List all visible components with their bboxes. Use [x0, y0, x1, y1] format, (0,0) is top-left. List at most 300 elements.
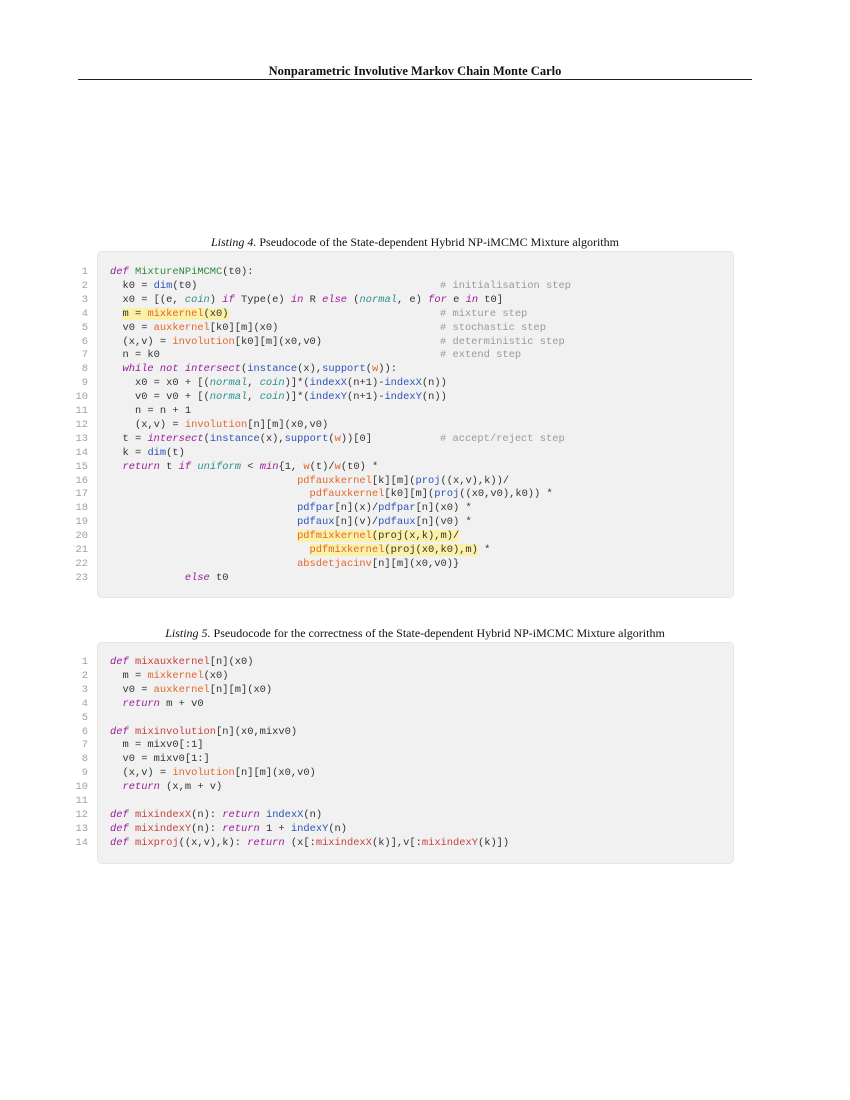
code-indent [110, 419, 135, 431]
code-line [75, 794, 733, 808]
code-line [75, 501, 733, 515]
code-indent [110, 502, 297, 514]
code-token: (n): [191, 808, 223, 821]
code-token-bl: indexY [384, 391, 422, 404]
code-token-or: w [334, 432, 341, 445]
code-comment: # accept/reject step [440, 432, 565, 445]
code-indent [110, 739, 122, 751]
code-indent [110, 461, 122, 473]
code-line [81, 279, 733, 293]
code-statement [185, 572, 229, 584]
code-statement [122, 349, 159, 361]
code-token-kw: def [110, 808, 129, 821]
code-indent [110, 544, 310, 556]
code-line [75, 460, 733, 474]
code-token-bl: proj [415, 474, 441, 487]
code-token-bl: indexY [290, 822, 329, 835]
code-token-kw: def [110, 725, 129, 738]
code-indent [110, 336, 122, 348]
code-indent [110, 516, 297, 528]
code-text [110, 279, 197, 293]
code-text [110, 557, 459, 571]
code-token-rd: mixindexX [315, 836, 372, 849]
code-line [75, 529, 733, 543]
code-text [110, 404, 191, 418]
code-text [110, 335, 322, 349]
line-number: 18 [75, 502, 88, 515]
code-text [110, 725, 297, 739]
code-token: (proj(x,k),m)/ [371, 530, 460, 543]
code-text [110, 460, 378, 474]
code-token: {1, [278, 460, 304, 473]
code-token: (n)) [421, 391, 447, 404]
line-number: 19 [75, 516, 88, 529]
code-indent [110, 488, 310, 500]
code-token-kw: else [322, 293, 348, 306]
line-number: 23 [75, 571, 88, 584]
code-token-rd: mixindexY [134, 822, 192, 835]
code-indent [110, 294, 122, 306]
code-token: [k][m]( [371, 474, 416, 487]
code-text [110, 321, 278, 335]
code-token-kw: min [259, 460, 279, 473]
code-line [75, 487, 733, 501]
code-token: m + v0 [159, 697, 204, 710]
code-token: < [241, 460, 260, 473]
code-comment: # mixture step [440, 307, 528, 320]
code-text [110, 501, 472, 515]
code-token: (n) [328, 822, 348, 835]
code-token-or: involution [172, 335, 235, 348]
code-text [110, 515, 472, 529]
code-text [110, 780, 222, 794]
code-token: [n](x)/ [334, 502, 379, 515]
line-number: 8 [81, 363, 88, 376]
code-token-tl: uniform [197, 460, 242, 473]
code-token: , [247, 391, 260, 404]
code-token: ) [209, 293, 223, 306]
code-line [75, 808, 733, 822]
code-text [110, 474, 509, 488]
code-text [110, 376, 447, 390]
code-token: [n](x0,mixv0) [216, 725, 298, 738]
code-line [81, 348, 733, 362]
code-token: , e) [396, 293, 429, 306]
line-number: 16 [75, 474, 88, 487]
code-comment: # extend step [440, 349, 522, 362]
line-number: 12 [75, 418, 88, 431]
code-statement [297, 530, 459, 542]
code-text [110, 446, 185, 460]
code-line [81, 655, 733, 669]
code-token: t [159, 460, 179, 473]
code-token-bl: indexX [309, 377, 348, 390]
line-number: 17 [75, 488, 88, 501]
code-indent [110, 670, 122, 682]
line-number: 9 [81, 377, 88, 390]
code-token: [k0][m](x0,v0) [234, 335, 323, 348]
code-token: Type(e) [234, 293, 291, 306]
code-token-kw: return [247, 836, 285, 849]
code-token-kw: intersect [147, 432, 204, 445]
code-token-kw: if [222, 293, 235, 306]
code-text [110, 697, 204, 711]
code-text [110, 529, 459, 543]
code-line [81, 738, 733, 752]
line-number: 22 [75, 557, 88, 570]
code-line [75, 543, 733, 557]
code-line [81, 335, 733, 349]
code-token: e [446, 293, 466, 306]
code-statement [297, 475, 509, 487]
code-token: (k)]) [477, 836, 510, 849]
code-token: n = n + 1 [134, 405, 192, 417]
code-statement [122, 698, 203, 710]
code-token: )]*( [284, 391, 310, 404]
code-indent [110, 781, 122, 793]
code-token: m = [122, 307, 148, 320]
code-statement [110, 656, 253, 668]
code-token: ( [203, 432, 210, 445]
code-token-tl: coin [259, 377, 285, 390]
code-token-kw: return [122, 460, 160, 473]
code-statement [122, 447, 184, 459]
code-token-or: involution [172, 767, 235, 780]
code-text [110, 418, 328, 432]
code-token: ( [328, 432, 335, 445]
code-indent [110, 753, 122, 765]
code-token: (n): [191, 822, 223, 835]
code-token-bl: pdfpar [297, 502, 335, 515]
code-token-kw: return [122, 697, 160, 710]
listing-5-caption [78, 626, 752, 641]
code-token-kw: intersect [184, 363, 242, 376]
code-token-kw: return [122, 781, 160, 794]
code-line [81, 752, 733, 766]
code-indent [110, 767, 122, 779]
code-statement [110, 266, 253, 278]
code-line [81, 376, 733, 390]
code-indent [110, 377, 135, 389]
code-statement [122, 308, 228, 320]
code-statement [310, 488, 553, 500]
code-indent [110, 475, 297, 487]
code-comment: # deterministic step [440, 335, 565, 348]
code-text [110, 808, 322, 822]
line-number: 15 [75, 460, 88, 473]
code-statement [297, 558, 459, 570]
line-number: 3 [81, 293, 88, 306]
code-indent [110, 572, 185, 584]
line-number: 13 [75, 822, 88, 835]
code-indent [110, 405, 135, 417]
line-number: 6 [81, 725, 88, 738]
code-token: R [303, 293, 323, 306]
code-token-rd: mixindexX [134, 808, 192, 821]
code-token-or: involution [184, 418, 248, 431]
code-line [81, 321, 733, 335]
code-token: (t0): [222, 266, 254, 278]
code-statement [122, 684, 272, 696]
listing-4-code-block [75, 251, 734, 598]
code-indent [110, 280, 122, 292]
code-text [110, 307, 229, 321]
code-line [81, 669, 733, 683]
code-token-bl: support [284, 432, 329, 445]
code-token-kw: for [428, 293, 447, 306]
code-token: ((x0,v0),k0)) * [459, 488, 553, 501]
code-text [110, 655, 253, 669]
code-statement [110, 726, 297, 738]
code-token-kw: if [178, 460, 192, 473]
code-token: m = [122, 669, 148, 682]
code-statement [122, 336, 322, 348]
code-token-or: absdetjacinv [297, 557, 372, 570]
code-text [110, 543, 490, 557]
code-token: )]*( [284, 377, 310, 390]
code-line [75, 390, 733, 404]
code-token-kw: return [222, 808, 260, 821]
code-token: [n][m](x0,v0) [234, 767, 316, 780]
code-line [81, 307, 733, 321]
code-token-tl: normal [359, 293, 397, 306]
code-token: ))[0] [340, 432, 372, 445]
code-token: (n+1)- [347, 377, 385, 390]
listing-4-title: Pseudocode of the State-dependent Hybrid NP-iMCMC Mixture algorithm [259, 235, 619, 249]
code-token-or: w [303, 460, 310, 473]
code-token-tl: normal [209, 377, 248, 390]
code-indent [110, 684, 122, 696]
code-token: t = [122, 432, 148, 445]
code-statement [122, 294, 503, 306]
line-number: 1 [81, 266, 88, 278]
code-comment: # stochastic step [440, 321, 547, 334]
code-token: x0 = x0 + [( [134, 377, 210, 390]
code-token: (proj(x0,k0),m) [384, 544, 478, 556]
listing-5-code-block [75, 642, 734, 864]
line-number: 3 [81, 683, 88, 696]
code-token: * [477, 544, 491, 556]
line-number: 10 [75, 391, 88, 404]
code-token-kw: in [290, 293, 304, 306]
code-text [110, 432, 372, 446]
code-token-bl: pdfaux [378, 516, 416, 529]
code-token-tl: coin [184, 293, 210, 306]
code-token: [k0][m](x0) [209, 321, 279, 334]
code-token: ((x,v),k))/ [440, 474, 510, 487]
code-token-bl: indexY [309, 391, 348, 404]
code-text [110, 348, 160, 362]
code-token: t0 [209, 571, 229, 584]
code-text [110, 752, 210, 766]
code-indent [110, 433, 122, 445]
code-token-kw: while [122, 363, 154, 376]
code-token: t0] [478, 293, 504, 306]
code-text [110, 265, 253, 279]
code-line [81, 293, 733, 307]
code-token-or: pdfmixkernel [297, 530, 372, 543]
code-indent [110, 391, 135, 403]
code-text [110, 738, 204, 752]
code-text [110, 836, 509, 850]
code-token-rd: mixproj [134, 836, 179, 849]
listing-4-caption [78, 235, 752, 250]
code-token-kw: return [222, 822, 260, 835]
code-token: [n](x0) * [415, 502, 472, 515]
code-token: (n+1)- [347, 391, 385, 404]
code-statement [135, 405, 191, 417]
code-statement [297, 502, 472, 514]
code-statement [110, 837, 509, 849]
line-number: 7 [81, 739, 88, 752]
code-token: v0 = [122, 683, 154, 696]
code-token: [n][m](x0,v0)} [371, 557, 460, 570]
code-token: (x,m + v) [159, 781, 223, 794]
line-number: 13 [75, 432, 88, 445]
line-number: 2 [81, 669, 88, 682]
code-token: v0 = [122, 321, 154, 334]
code-statement [122, 280, 197, 292]
line-number: 21 [75, 544, 88, 556]
code-indent [110, 698, 122, 710]
line-number: 2 [81, 279, 88, 292]
code-line [81, 697, 733, 711]
line-number: 8 [81, 753, 88, 766]
code-token: (n)) [421, 377, 447, 390]
line-number: 14 [75, 836, 88, 849]
code-line [75, 822, 733, 836]
code-line [81, 766, 733, 780]
code-statement [122, 781, 222, 793]
listing-5-title: Pseudocode for the correctness of the State-dependent Hybrid NP-iMCMC Mixture algorithm [213, 626, 665, 640]
code-token-kw: else [184, 571, 210, 584]
code-line [75, 418, 733, 432]
code-text [110, 669, 229, 683]
code-token: n = k0 [122, 349, 160, 362]
code-token: [n](v)/ [334, 516, 379, 529]
code-token: (n) [303, 808, 323, 821]
line-number: 1 [81, 656, 88, 668]
code-text [110, 293, 503, 307]
code-statement [122, 753, 209, 765]
code-token-or: auxkernel [153, 683, 210, 696]
code-statement [122, 767, 315, 779]
code-token-bl: support [322, 363, 366, 376]
code-token-bl: instance [247, 363, 298, 376]
code-statement [310, 544, 491, 556]
code-token: ((x,v),k): [178, 836, 248, 849]
code-token-kw: def [110, 822, 129, 835]
code-token-tl: coin [259, 391, 285, 404]
code-token: (t0) [172, 279, 198, 292]
line-number: 5 [81, 321, 88, 334]
code-token: k0 = [122, 279, 154, 292]
code-token: (x,v) = [122, 335, 173, 348]
code-statement [122, 461, 378, 473]
line-number: 12 [75, 808, 88, 821]
code-statement [297, 516, 472, 528]
code-token: m = mixv0[:1] [122, 739, 204, 752]
code-token: [k0][m]( [384, 488, 435, 501]
code-line [75, 571, 733, 585]
code-token-kw: def [110, 656, 129, 668]
code-indent [110, 322, 122, 334]
line-number: 11 [75, 405, 88, 417]
code-text [110, 390, 447, 404]
line-number: 4 [81, 307, 88, 320]
code-text [110, 766, 316, 780]
code-token-or: pdfmixkernel [309, 544, 385, 556]
line-number: 10 [75, 781, 88, 794]
code-token-kw: in [465, 293, 479, 306]
code-line [81, 362, 733, 376]
code-token: [n][m](x0) [209, 683, 273, 696]
code-token: , [247, 377, 260, 390]
code-token: [n](x0) [209, 656, 254, 668]
code-token: v0 = v0 + [( [134, 391, 210, 404]
code-token: (t0) * [340, 460, 379, 473]
code-token: [n][m](x0,v0) [247, 418, 329, 431]
code-token: (x0) [203, 307, 229, 320]
code-token-or: auxkernel [153, 321, 210, 334]
code-line [75, 432, 733, 446]
code-indent [110, 349, 122, 361]
code-statement [122, 322, 278, 334]
line-number: 9 [81, 767, 88, 780]
code-token-kw: def [110, 266, 129, 278]
code-token-or: mixkernel [147, 669, 204, 682]
code-indent [110, 558, 297, 570]
code-statement [110, 823, 347, 835]
code-line [75, 474, 733, 488]
code-indent [110, 308, 122, 320]
code-token: ( [347, 293, 360, 306]
code-statement [110, 809, 322, 821]
code-token: ( [365, 363, 373, 376]
running-head-rule [78, 79, 752, 80]
code-token-or: pdfauxkernel [297, 474, 372, 487]
code-line [75, 836, 733, 850]
code-indent [110, 363, 122, 375]
code-line [81, 265, 733, 279]
code-statement [135, 419, 328, 431]
code-token-tl: normal [209, 391, 248, 404]
code-indent [110, 530, 297, 542]
line-number: 6 [81, 335, 88, 348]
code-line [75, 515, 733, 529]
code-statement [135, 391, 447, 403]
code-token: )): [378, 363, 397, 376]
line-number: 7 [81, 349, 88, 362]
code-token-rd: mixinvolution [134, 725, 217, 738]
code-token-bl: proj [434, 488, 460, 501]
code-token-bl: pdfaux [297, 516, 335, 529]
code-text [110, 571, 229, 585]
line-number: 5 [81, 711, 88, 724]
code-token: (x), [259, 432, 285, 445]
running-head: Nonparametric Involutive Markov Chain Monte Carlo [268, 64, 562, 78]
code-statement [135, 377, 447, 389]
code-token: (x), [297, 363, 323, 376]
code-token-rd: mixauxkernel [134, 656, 210, 668]
code-line [75, 446, 733, 460]
listing-4-label: Listing 4. [211, 235, 257, 249]
code-token-bl: instance [209, 432, 260, 445]
line-number: 20 [75, 530, 88, 543]
code-token: (x[: [284, 836, 316, 849]
code-text [110, 822, 347, 836]
code-token-or: pdfauxkernel [309, 488, 385, 501]
